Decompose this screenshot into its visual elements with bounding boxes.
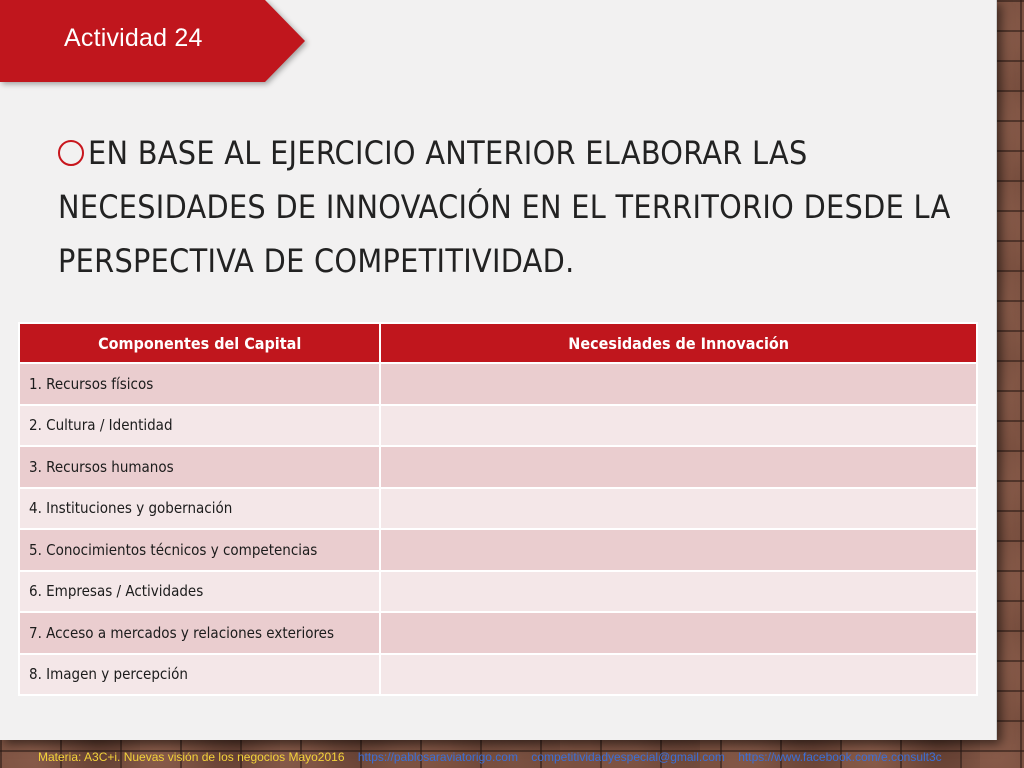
table-row: [19, 446, 977, 488]
footer-link-email[interactable]: competitividadyespecial@gmail.com: [531, 750, 725, 764]
need-cell[interactable]: [380, 529, 977, 571]
table-row: [19, 571, 977, 613]
table-header-row: [19, 323, 977, 363]
circle-bullet-icon: [58, 140, 84, 166]
need-cell[interactable]: [380, 612, 977, 654]
header-componentes: Componentes del Capital: [19, 323, 380, 363]
title-banner: [0, 0, 305, 82]
component-cell: 3. Recursos humanos: [19, 446, 380, 488]
need-cell[interactable]: [380, 446, 977, 488]
slide-title: Actividad 24: [64, 24, 203, 52]
need-cell[interactable]: [380, 363, 977, 405]
footer-link-facebook[interactable]: https://www.facebook.com/e.consult3c: [738, 750, 942, 764]
instruction-paragraph: [58, 126, 958, 288]
need-cell[interactable]: [380, 488, 977, 530]
need-cell[interactable]: [380, 571, 977, 613]
table-row: [19, 612, 977, 654]
component-cell: 2. Cultura / Identidad: [19, 405, 380, 447]
component-cell: 7. Acceso a mercados y relaciones exteriores: [19, 612, 380, 654]
table-row: [19, 405, 977, 447]
component-cell: 1. Recursos físicos: [19, 363, 380, 405]
table-row: [19, 654, 977, 696]
table-row: [19, 363, 977, 405]
footer-link-website[interactable]: https://pablosaraviatorigo.com: [357, 750, 518, 764]
table-row: [19, 488, 977, 530]
instruction-text: EN BASE AL EJERCICIO ANTERIOR ELABORAR LAS NECESIDADES DE INNOVACIÓN EN EL TERRITORIO DESDE LA PERSPECTIVA DE COMPETITIVIDAD.: [58, 134, 951, 280]
header-necesidades: Necesidades de Innovación: [380, 323, 977, 363]
need-cell[interactable]: [380, 405, 977, 447]
component-cell: 6. Empresas / Actividades: [19, 571, 380, 613]
capital-innovation-table: [18, 322, 978, 696]
component-cell: 4. Instituciones y gobernación: [19, 488, 380, 530]
component-cell: 8. Imagen y percepción: [19, 654, 380, 696]
need-cell[interactable]: [380, 654, 977, 696]
footer-course-text: Materia: A3C+i. Nuevas visión de los negocios Mayo2016: [38, 750, 345, 764]
component-cell: 5. Conocimientos técnicos y competencias: [19, 529, 380, 571]
table-row: [19, 529, 977, 571]
footer-bar: [38, 750, 1018, 764]
